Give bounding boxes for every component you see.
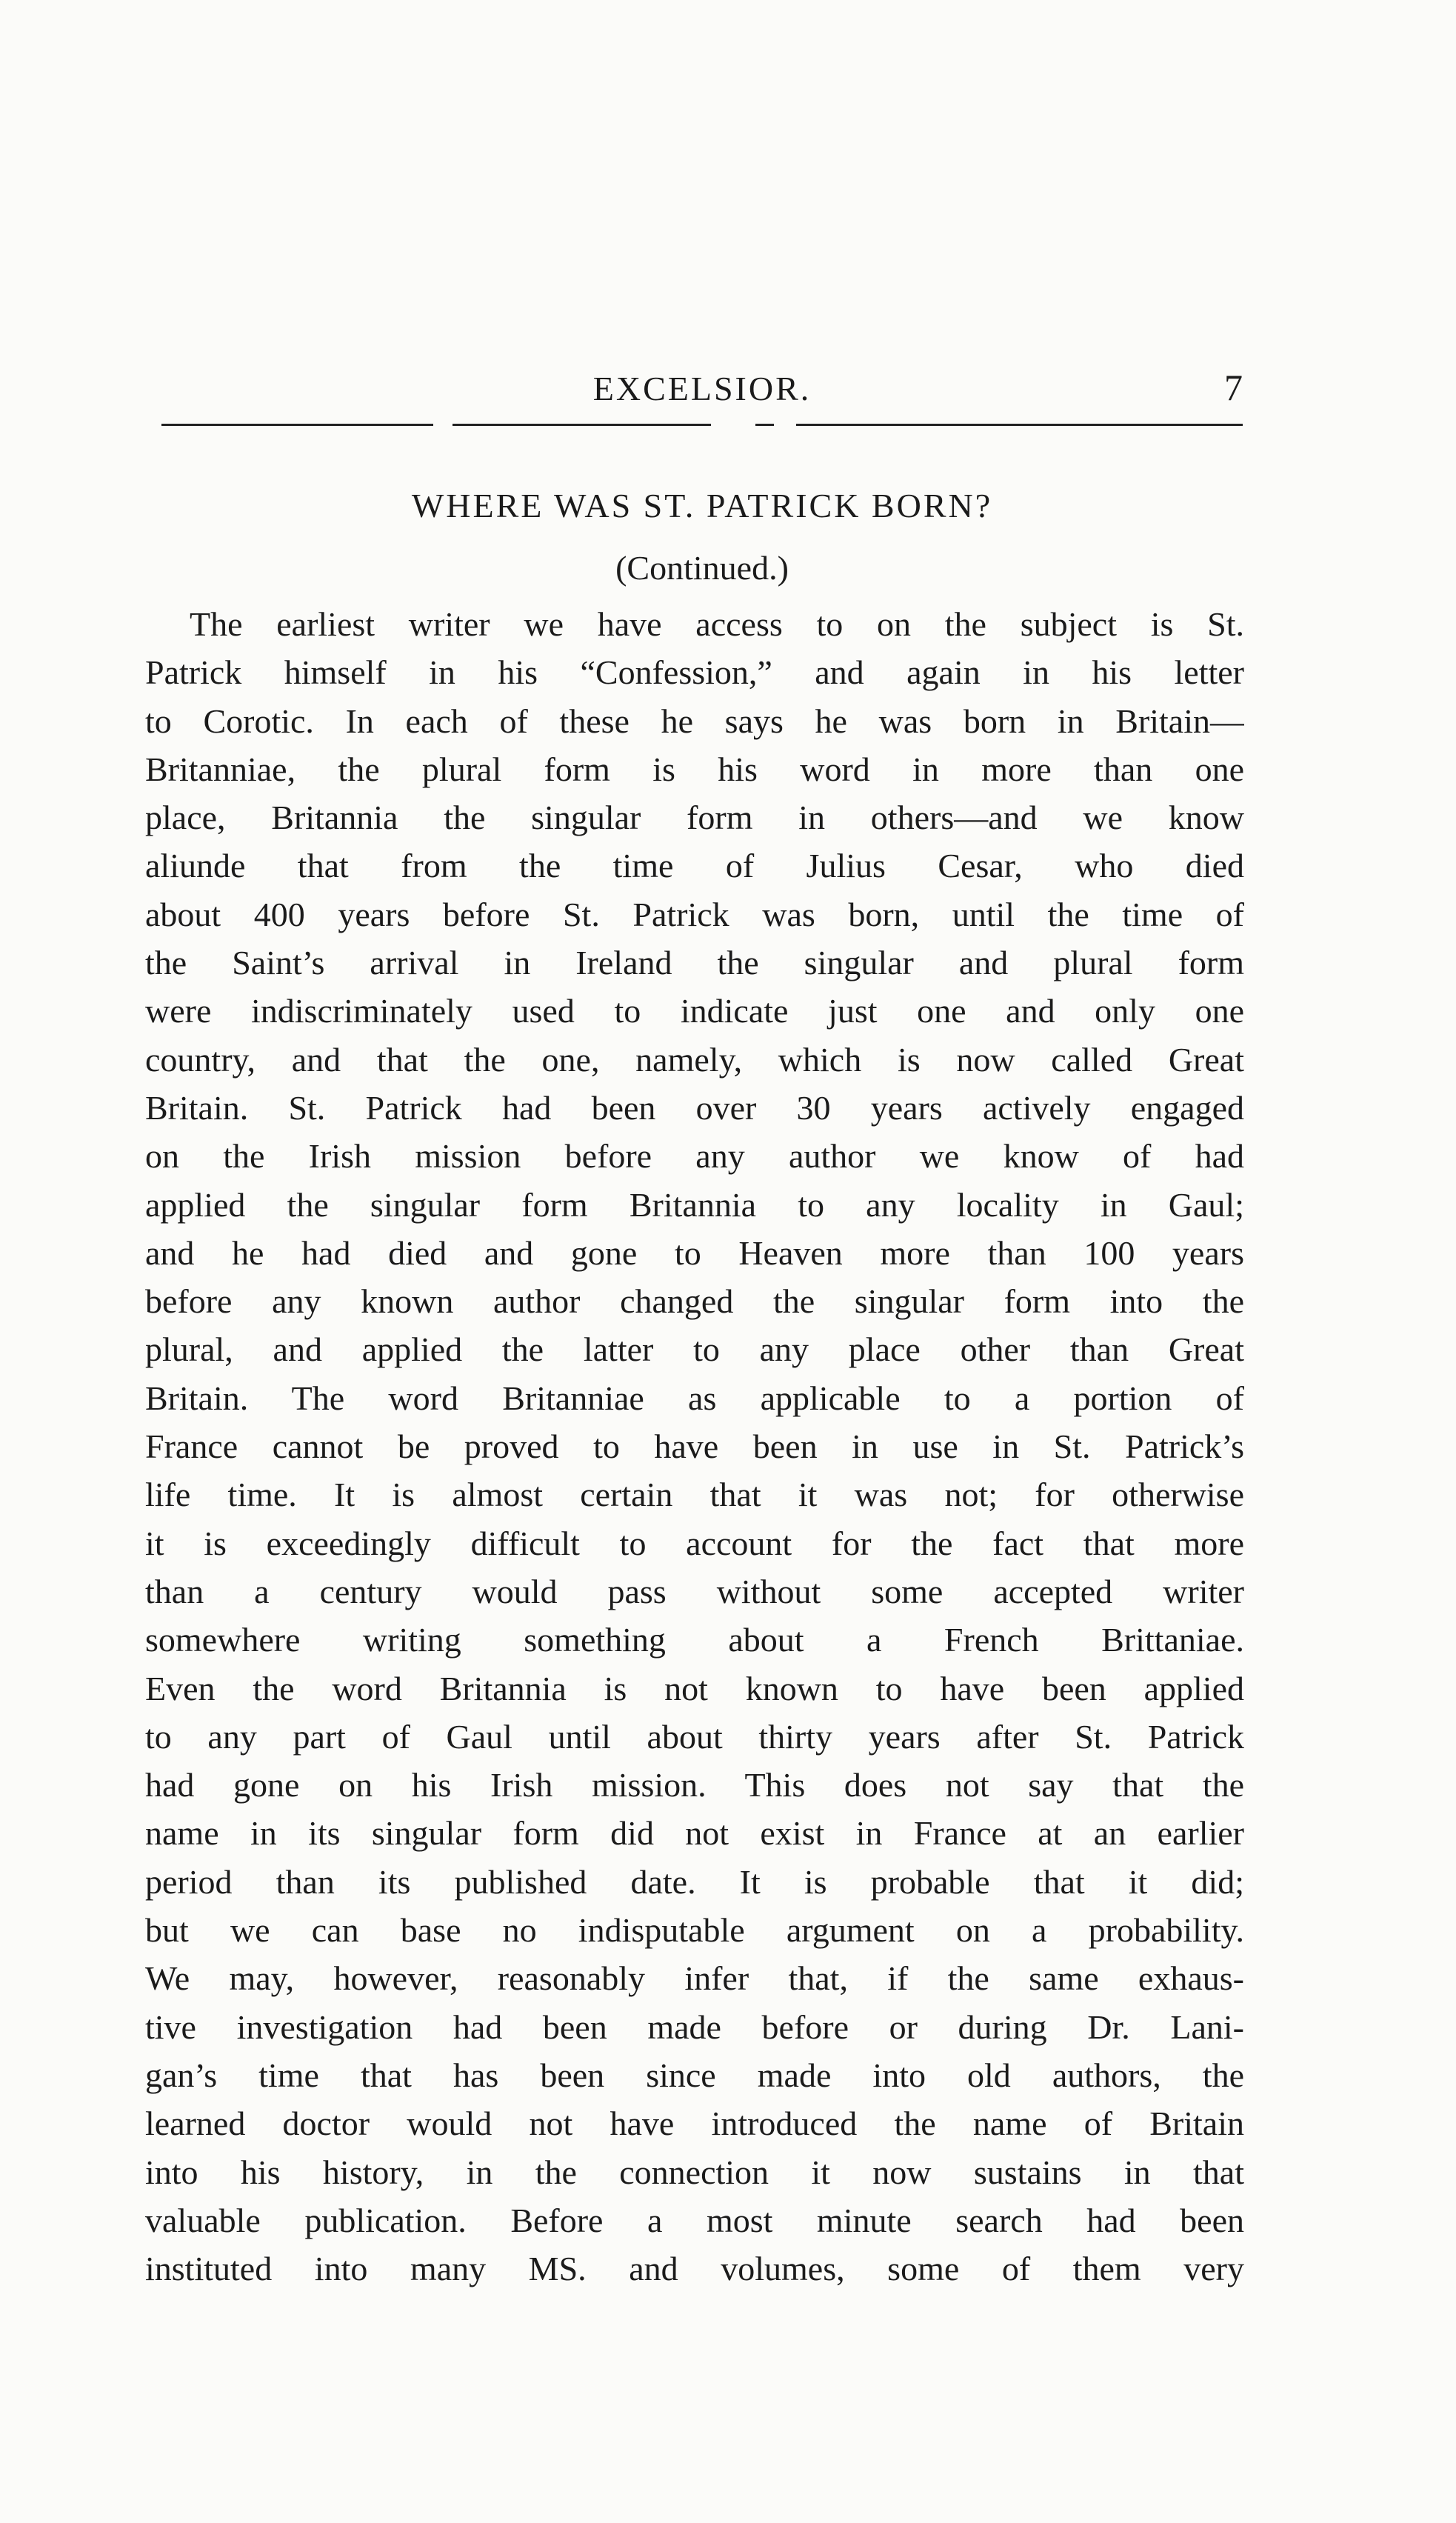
body-line: Britain. St. Patrick had been over 30 years actively engaged <box>145 1088 1244 1127</box>
body-line: period than its published date. It is probable that it did; <box>145 1862 1244 1901</box>
body-line: plural, and applied the latter to any place other than Great <box>145 1330 1244 1369</box>
body-line: Patrick himself in his “Confession,” and again in his letter <box>145 653 1244 692</box>
body-line: France cannot be proved to have been in use in St. Patrick’s <box>145 1427 1244 1466</box>
body-line: about 400 years before St. Patrick was born, until the time of <box>145 895 1244 933</box>
body-line: Britain. The word Britanniae as applicable to a portion of <box>145 1379 1244 1417</box>
body-line: somewhere writing something about a French Brittaniae. <box>145 1621 1244 1659</box>
article-title: WHERE WAS ST. PATRICK BORN? <box>411 487 993 524</box>
body-line: aliunde that from the time of Julius Cesar, who died <box>145 847 1244 885</box>
body-line: on the Irish mission before any author we know of had <box>145 1137 1244 1176</box>
body-line: and he had died and gone to Heaven more than 100 years <box>145 1233 1244 1272</box>
body-line: than a century would pass without some accepted writer <box>145 1572 1244 1610</box>
body-line: the Saint’s arrival in Ireland the singular and plural form <box>145 944 1244 982</box>
body-line: Even the word Britannia is not known to have been applied <box>145 1669 1244 1707</box>
body-line: name in its singular form did not exist in France at an earlier <box>145 1814 1244 1853</box>
body-line: into his history, in the connection it now sustains in that <box>145 2153 1244 2191</box>
body-line: We may, however, reasonably infer that, if the same exhaus- <box>145 1959 1244 1998</box>
body-line: instituted into many MS. and volumes, some of them very <box>145 2250 1244 2288</box>
body-line: applied the singular form Britannia to any locality in Gaul; <box>145 1185 1244 1224</box>
body-line: were indiscriminately used to indicate just one and only one <box>145 992 1244 1030</box>
body-line: The earliest writer we have access to on the subject is St. <box>190 605 1244 643</box>
article-body <box>145 600 1244 2293</box>
rule-gap <box>433 419 453 428</box>
body-line: learned doctor would not have introduced the name of Britain <box>145 2104 1244 2143</box>
body-line: valuable publication. Before a most minute search had been <box>145 2201 1244 2239</box>
header-rule <box>161 424 1243 426</box>
rule-gap <box>774 419 796 428</box>
body-line: country, and that the one, namely, which is now called Great <box>145 1040 1244 1079</box>
rule-gap <box>711 419 755 428</box>
body-line: had gone on his Irish mission. This does not say that the <box>145 1766 1244 1804</box>
body-line: tive investigation had been made before or during Dr. Lani- <box>145 2007 1244 2046</box>
body-line: to Corotic. In each of these he says he was born in Britain— <box>145 701 1244 740</box>
page-number: 7 <box>1224 367 1243 408</box>
running-title: EXCELSIOR. <box>592 370 812 407</box>
body-line: before any known author changed the singular form into the <box>145 1282 1244 1321</box>
body-line: but we can base no indisputable argument on a probability. <box>145 1911 1244 1950</box>
body-line: to any part of Gaul until about thirty years after St. Patrick <box>145 1717 1244 1756</box>
body-line: place, Britannia the singular form in others—and we know <box>145 799 1244 837</box>
article-subtitle: (Continued.) <box>615 549 789 587</box>
body-line: gan’s time that has been since made into old authors, the <box>145 2056 1244 2094</box>
body-line: it is exceedingly difficult to account for the fact that more <box>145 1524 1244 1562</box>
body-line: Britanniae, the plural form is his word in more than one <box>145 750 1244 788</box>
page-header <box>161 361 1243 421</box>
body-line: life time. It is almost certain that it was not; for otherwise <box>145 1476 1244 1514</box>
